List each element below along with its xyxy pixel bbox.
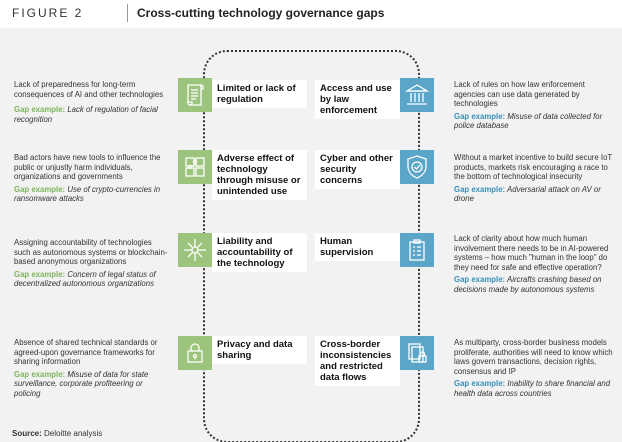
right-item-1-text [454,80,614,131]
left-item-4-name: Privacy and data sharing [212,336,307,364]
source-text: Deloitte analysis [44,429,103,438]
right-item-4-gap-example: Inability to share financial and health data across countries [454,379,611,398]
right-item-2-description: Without a market incentive to build secure IoT products, markets risk encouraging a race to the bottom of technological insecurity [454,153,613,182]
right-item-3-name: Human supervision [315,233,400,261]
left-item-4-gap-example: Misuse of data for state surveillance, corporate profiteering or policing [14,369,149,398]
left-item-3-name: Liability and accountability of the technology [212,233,307,272]
left-item-2-description: Bad actors have new tools to influence the public or unjustly harm individuals, organizations and governments [14,153,161,182]
left-item-1-text [14,80,170,124]
left-item-3-gap-example: Concern of legal status of decentralized autonomous organizations [14,269,156,289]
left-item-1-name: Limited or lack of regulation [212,80,307,108]
puzzle-icon [178,150,212,184]
gap-label: Gap example: [14,105,66,115]
right-item-1-gap-example: Misuse of data collected for police database [454,111,603,131]
figure-header [0,0,622,28]
left-item-4-description: Absence of shared technical standards or agreed-upon governance frameworks for sharing information [14,338,158,367]
left-item-3-text [14,238,170,289]
lock-icon [178,336,212,370]
courthouse-icon [400,78,434,112]
right-item-1-name: Access and use by law enforcement [315,80,400,119]
right-item-3-text [454,234,614,295]
left-item-2-gap-example: Use of crypto-currencies in ransomware attacks [14,184,161,204]
right-item-2-gap-example: Adversarial attack on AV or drone [454,184,601,204]
clipboard-icon [400,233,434,267]
figure-title: Cross-cutting technology governance gaps [137,6,385,20]
gap-label: Gap example: [454,379,506,389]
right-item-4-description: As multiparty, cross-border business models proliferate, authorities will need to know which laws govern transactions, decision rights, consensus and IP [454,338,613,376]
left-item-3-description: Assigning accountability of technologies such as autonomous systems or blockchain-based anonymous organizations [14,238,168,267]
gap-label: Gap example: [14,369,66,379]
right-item-2-text [454,153,614,204]
documents-lock-icon [400,336,434,370]
left-item-1-gap-example: Lack of regulation of facial recognition [14,105,158,124]
right-item-2-name: Cyber and other security concerns [315,150,400,189]
source-label: Source: [12,429,42,438]
right-item-3-gap-example: Aircrafts crashing based on decisions made by autonomous systems [454,275,602,294]
shield-check-icon [400,150,434,184]
left-item-2-name: Adverse effect of technology through misuse or unintended use [212,150,307,200]
gap-label: Gap example: [454,111,506,121]
header-divider [127,4,128,22]
source-note [12,429,102,438]
gap-label: Gap example: [454,275,506,285]
right-item-1-description: Lack of rules on how law enforcement agencies can use data generated by technologies [454,80,585,109]
right-item-3-description: Lack of clarity about how much human involvement there needs to be in AI-powered systems – how much "human in the loop" do they need for safe and effective operation? [454,234,609,272]
left-item-1-description: Lack of preparedness for long-term consequences of AI and other technologies [14,80,164,99]
gap-label: Gap example: [14,184,66,194]
right-item-4-name: Cross-border inconsistencies and restricted data flows [315,336,400,386]
scroll-icon [178,78,212,112]
gap-label: Gap example: [14,269,66,279]
figure-label: FIGURE 2 [12,6,84,20]
gap-label: Gap example: [454,184,506,194]
network-icon [178,233,212,267]
right-item-4-text [454,338,614,399]
left-item-2-text [14,153,170,204]
left-item-4-text [14,338,170,399]
